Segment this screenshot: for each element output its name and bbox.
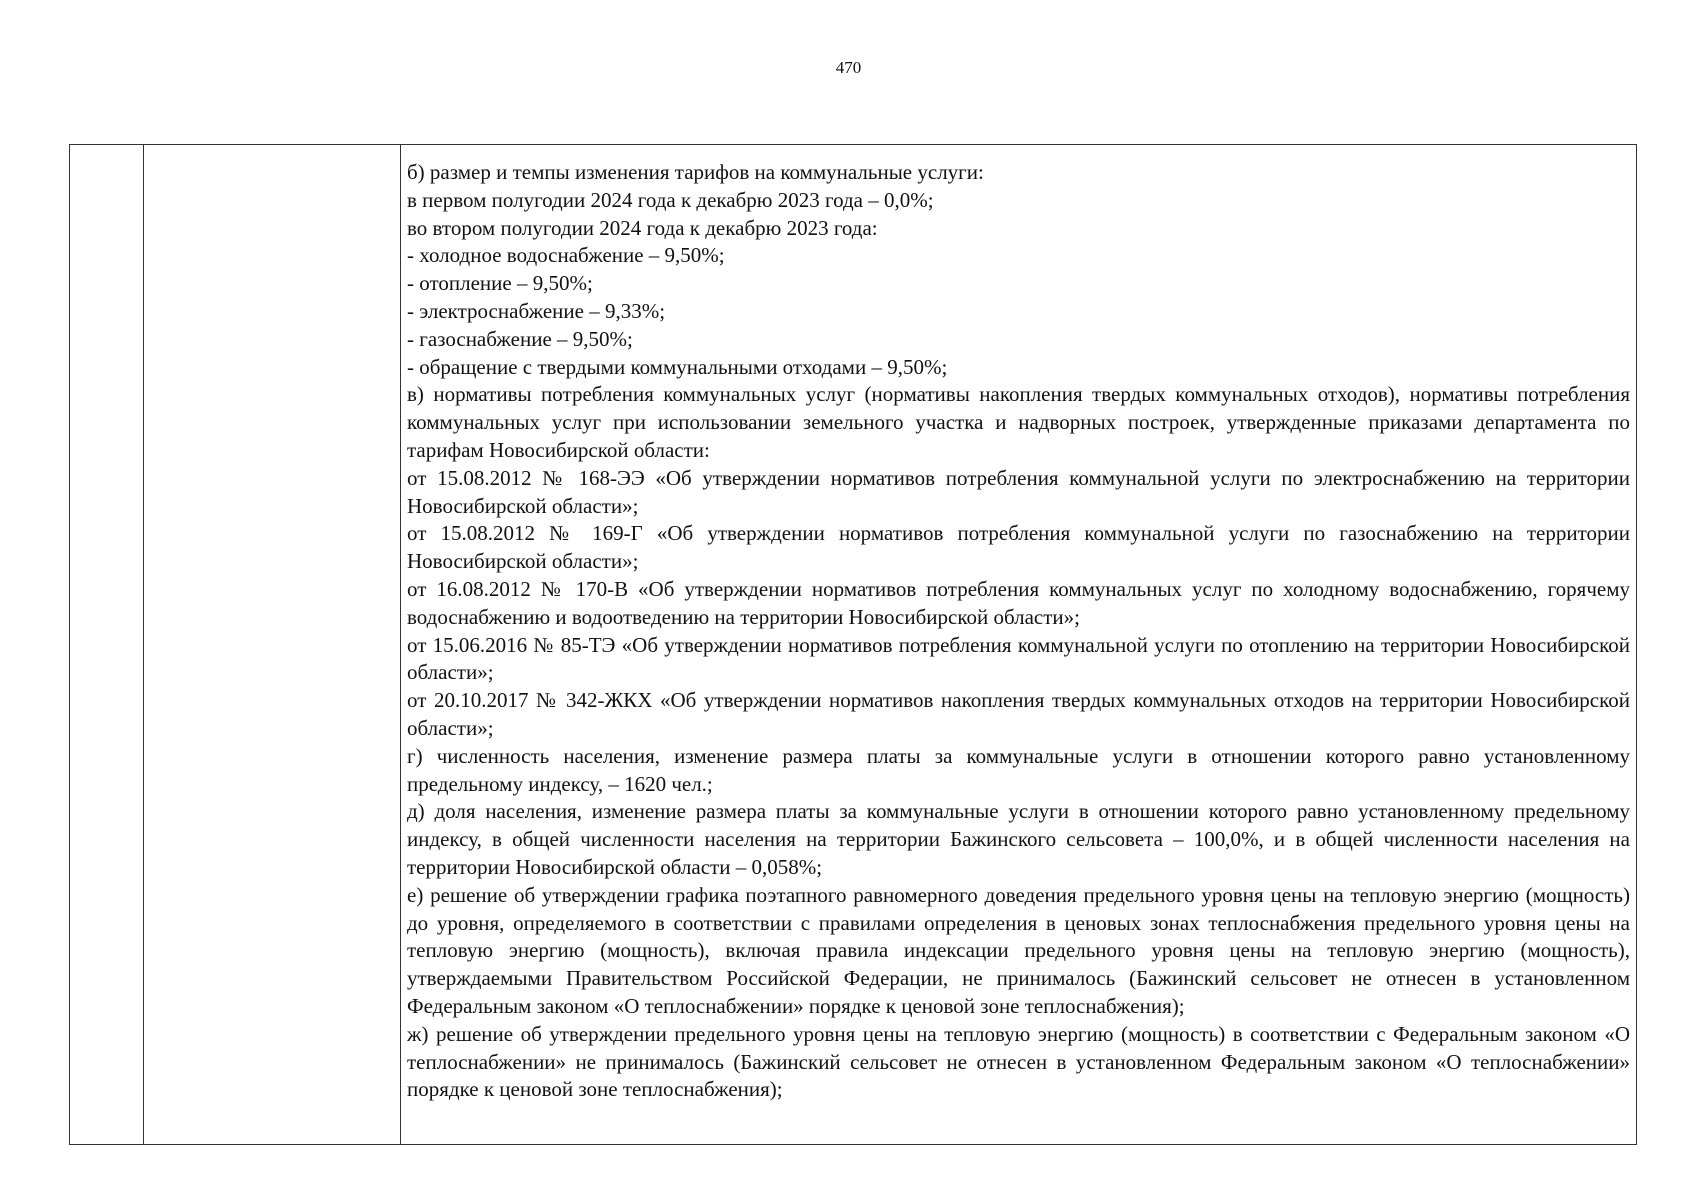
paragraph: б) размер и темпы изменения тарифов на коммунальные услуги: xyxy=(407,160,984,184)
paragraph: - газоснабжение – 9,50%; xyxy=(407,326,633,351)
table-column-content xyxy=(401,145,1636,1144)
paragraph: д) доля населения, изменение размера платы за коммунальные услуги в отношении которого равно установленному предельному индексу, в общей численности населения на территории Бажинского сельсовета – 100,0%, и в общей численности населения на территории Новосибирской области – 0,058%; xyxy=(407,799,1630,879)
paragraph: г) численность населения, изменение размера платы за коммунальные услуги в отношении которого равно установленному предельному индексу, – 1620 чел.; xyxy=(407,743,1630,796)
paragraph: от 15.08.2012 № 168-ЭЭ «Об утверждении нормативов потребления коммунальной услуги по электроснабжению на территории Новосибирской области»; xyxy=(407,465,1630,518)
paragraph: - электроснабжение – 9,33%; xyxy=(407,298,666,323)
table-column-title xyxy=(144,145,401,1144)
paragraph: - отопление – 9,50%; xyxy=(407,271,593,296)
document-table xyxy=(69,144,1637,1145)
paragraph: во втором полугодии 2024 года к декабрю 2023 года: xyxy=(407,215,878,240)
paragraph: - холодное водоснабжение – 9,50%; xyxy=(407,243,725,268)
paragraph: от 20.10.2017 № 342-ЖКХ «Об утверждении нормативов накопления твердых коммунальных отходов на территории Новосибирской области»; xyxy=(407,688,1630,740)
page-number: 470 xyxy=(835,58,862,77)
paragraph: ж) решение об утверждении предельного уровня цены на тепловую энергию (мощность) в соответствии с Федеральным законом «О теплоснабжении» не принималось (Бажинский сельсовет не отнесен в установленном Федеральным законом «О теплоснабжении» порядке к ценовой зоне теплоснабжения); xyxy=(407,1021,1630,1102)
paragraph: е) решение об утверждении графика поэтапного равномерного доведения предельного уровня цены на тепловую энергию (мощность) до уровня, определяемого в соответствии с правилами определения в ценовых зонах теплоснабжения предельного уровня цены на тепловую энергию (мощность), включая правила индексации предельного уровня цены на тепловую энергию (мощность), утверждаемыми Правительством Российской Федерации, не принималось (Бажинский сельсовет не отнесен в установленном Федеральным законом «О теплоснабжении» порядке к ценовой зоне теплоснабжения); xyxy=(407,882,1630,1018)
paragraph: в первом полугодии 2024 года к декабрю 2023 года – 0,0%; xyxy=(407,187,934,212)
paragraph: от 15.06.2016 № 85-ТЭ «Об утверждении нормативов потребления коммунальной услуги по отоплению на территории Новосибирской области»; xyxy=(407,632,1630,685)
paragraph: в) нормативы потребления коммунальных услуг (нормативы накопления твердых коммунальных отходов), нормативы потребления коммунальных услуг при использовании земельного участка и надворных построек, утвержденные приказами департамента по тарифам Новосибирской области: xyxy=(407,382,1630,462)
paragraph: от 16.08.2012 № 170-В «Об утверждении нормативов потребления коммунальных услуг по холодному водоснабжению, горячему водоснабжению и водоотведению на территории Новосибирской области»; xyxy=(407,576,1630,629)
paragraph: - обращение с твердыми коммунальными отходами – 9,50%; xyxy=(407,354,948,379)
table-column-number xyxy=(70,145,144,1144)
paragraph: от 15.08.2012 № 169-Г «Об утверждении нормативов потребления коммунальной услуги по газоснабжению на территории Новосибирской области»; xyxy=(407,521,1630,574)
